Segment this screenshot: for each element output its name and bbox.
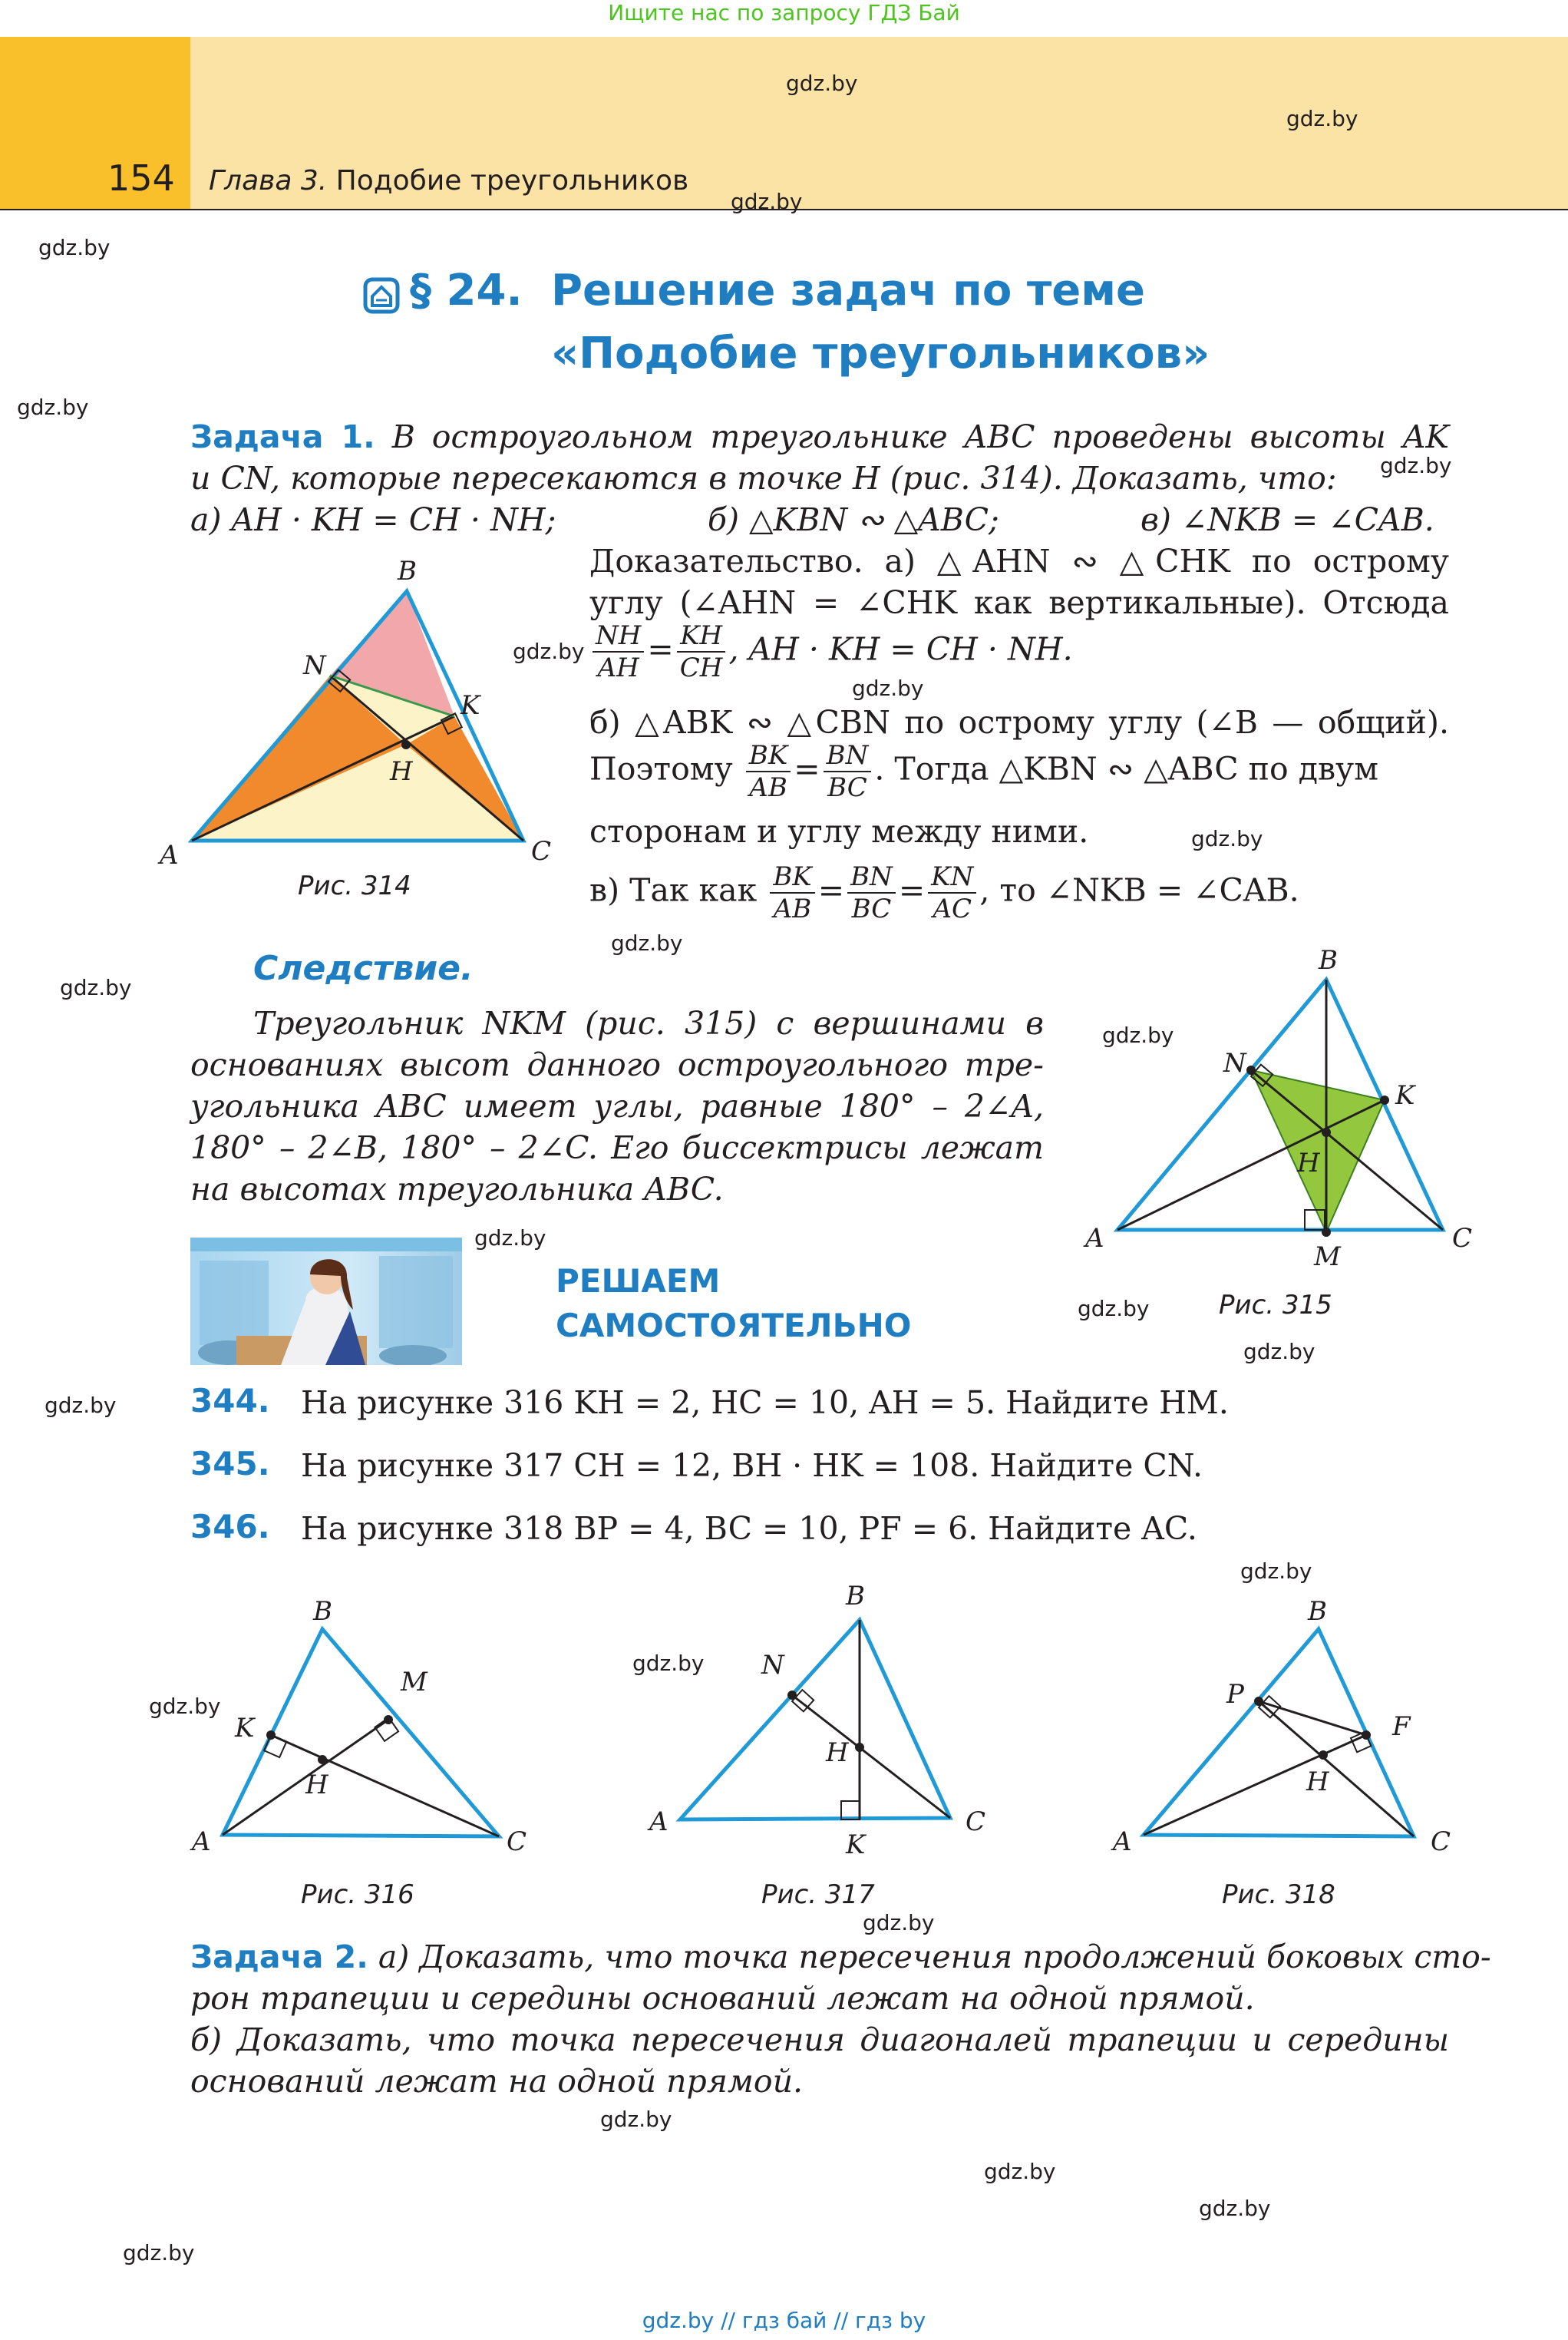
task1-part-c: в) ∠NKB = ∠CAB. — [1141, 501, 1434, 538]
caption-316: Рис. 316 — [301, 1879, 414, 1910]
watermark: gdz.by — [38, 235, 111, 260]
exercise-345-text: На рисунке 317 CH = 12, BH · HK = 108. Найдите CN. — [301, 1447, 1203, 1484]
fig314-label-c: C — [531, 836, 552, 867]
fig318-label-p: P — [1226, 1679, 1244, 1710]
task2-line3: б) Доказать, что точка пересечения диагоналей трапеции и середины — [190, 2021, 1449, 2058]
fig318-outline — [1144, 1629, 1414, 1836]
task2-line4: оснований лежат на одной прямой. — [190, 2063, 804, 2100]
proof-b-line3: сторонам и углу между ними. — [589, 813, 1089, 850]
bottom-watermark: gdz.by // гдз бай // гдз by — [642, 2308, 926, 2333]
watermark: gdz.by — [1102, 1023, 1174, 1048]
fig315-label-n: N — [1223, 1048, 1246, 1079]
fig316-label-k: K — [235, 1713, 255, 1743]
watermark: gdz.by — [731, 189, 803, 214]
fig315-point-n — [1246, 1066, 1256, 1075]
fig318-altitude-af — [1144, 1735, 1366, 1835]
task2-label: Задача 2. — [190, 1938, 368, 1975]
watermark: gdz.by — [600, 2107, 672, 2132]
task1-label: Задача 1. — [190, 418, 375, 455]
proof-c: в) Так как $\frac{BK}{AB}$ = $\frac{BN}{BC}$ = $\frac{KN}{AC}$ , то ∠NKB = ∠CAB. — [589, 861, 1299, 924]
caption-317: Рис. 317 — [761, 1879, 875, 1910]
fig314-point-h — [401, 740, 411, 749]
section-number: § 24. — [410, 266, 523, 316]
task2-text-1: а) Доказать, что точка пересечения продолжений боковых сто- — [378, 1938, 1491, 1975]
chapter-title: Подобие треугольников — [335, 165, 689, 197]
page-number: 154 — [107, 157, 175, 199]
fig316-label-h: H — [305, 1770, 328, 1800]
fig315-point-m — [1322, 1228, 1331, 1237]
fig317-label-k: K — [846, 1829, 866, 1860]
fig318-label-b: B — [1308, 1596, 1327, 1627]
task1-line1 — [190, 416, 1449, 458]
proof-a-eq: $\frac{NH}{AH}$ = $\frac{KH}{CH}$ , AH · KH = CH · NH. — [589, 620, 1073, 683]
fig318-point-h — [1319, 1750, 1328, 1760]
fig316-point-k — [266, 1730, 276, 1740]
watermark: gdz.by — [1078, 1296, 1150, 1321]
figure-316 — [184, 1589, 553, 1866]
top-watermark: Ищите нас по запросу ГДЗ Бай — [608, 0, 960, 25]
fig316-point-m — [384, 1715, 393, 1724]
watermark: gdz.by — [513, 639, 585, 664]
proof-b-line1: б) △ABK ∾ △CBN по острому углу (∠B — общий). — [589, 704, 1449, 741]
home-icon — [362, 276, 401, 315]
corollary-line5: на высотах треугольника ABC. — [190, 1171, 724, 1208]
section-title-line2: «Подобие треугольников» — [551, 329, 1210, 378]
watermark: gdz.by — [1191, 826, 1263, 851]
section-title-line1: Решение задач по теме — [551, 266, 1146, 316]
fig316-label-a: A — [192, 1826, 211, 1857]
watermark: gdz.by — [149, 1694, 221, 1719]
fig315-point-k — [1380, 1096, 1389, 1105]
corollary-line4: 180° – 2∠B, 180° – 2∠C. Его биссектрисы лежат — [190, 1129, 1044, 1166]
watermark: gdz.by — [60, 975, 132, 1000]
fig316-label-b: B — [313, 1596, 332, 1627]
corollary-line1: Треугольник NKM (рис. 315) с вершинами в — [253, 1005, 1044, 1042]
watermark: gdz.by — [1380, 453, 1452, 478]
fig314-label-h: H — [390, 756, 413, 787]
fig318-point-p — [1254, 1697, 1263, 1706]
figure-314 — [146, 545, 576, 875]
fig317-point-h — [855, 1743, 864, 1752]
self-study-line1: РЕШАЕМ — [556, 1262, 721, 1300]
fig317-label-c: C — [966, 1806, 986, 1837]
watermark: gdz.by — [852, 676, 924, 701]
fig314-label-k: K — [460, 690, 480, 721]
fig318-altitude-cp — [1259, 1701, 1414, 1836]
corollary-line3: угольника ABC имеет углы, равные 180° – 2∠A, — [190, 1088, 1044, 1125]
watermark: gdz.by — [1199, 2196, 1271, 2221]
watermark: gdz.by — [632, 1651, 705, 1676]
exercise-344-text: На рисунке 316 KH = 2, HC = 10, AH = 5. Найдите HM. — [301, 1384, 1229, 1421]
figure-318 — [1105, 1589, 1474, 1866]
caption-315: Рис. 315 — [1219, 1290, 1332, 1320]
watermark: gdz.by — [1240, 1558, 1312, 1584]
fig316-label-m: M — [401, 1667, 427, 1697]
self-study-illustration — [190, 1238, 462, 1365]
corollary-title: Следствие. — [253, 949, 474, 988]
exercise-346-text: На рисунке 318 BP = 4, BC = 10, PF = 6. Найдите AC. — [301, 1510, 1197, 1547]
fig318-label-f: F — [1392, 1711, 1411, 1742]
fig315-label-h: H — [1297, 1148, 1320, 1178]
fig317-label-b: B — [846, 1581, 865, 1611]
fig317-outline — [680, 1620, 950, 1819]
watermark: gdz.by — [984, 2159, 1056, 2184]
fig317-label-n: N — [761, 1650, 784, 1681]
fig316-label-c: C — [507, 1826, 527, 1857]
fig317-label-a: A — [649, 1806, 668, 1837]
fig314-label-a: A — [160, 840, 179, 871]
fig314-label-b: B — [398, 556, 417, 587]
fig318-label-c: C — [1431, 1826, 1451, 1857]
chapter-label: Глава 3. — [209, 165, 328, 197]
fig315-label-a: A — [1085, 1223, 1104, 1254]
watermark: gdz.by — [474, 1225, 546, 1251]
fig318-label-h: H — [1306, 1767, 1329, 1797]
fig318-point-f — [1362, 1730, 1371, 1740]
corollary-line2: основаниях высот данного остроугольного тре- — [190, 1046, 1044, 1083]
fig318-label-a: A — [1113, 1826, 1132, 1857]
fig315-label-c: C — [1452, 1223, 1473, 1254]
task2-line1 — [190, 1936, 1491, 1978]
task1-part-b: б) △KBN ∾ △ABC; — [708, 501, 999, 538]
fig315-label-b: B — [1319, 945, 1338, 976]
task1-statement-1: В остроугольном треугольнике ABC проведены высоты AK — [391, 418, 1449, 455]
figure-317 — [645, 1574, 1013, 1866]
watermark: gdz.by — [17, 395, 89, 420]
fig315-label-k: K — [1395, 1080, 1415, 1111]
fig317-altitude-cn — [792, 1695, 950, 1818]
fig315-label-m: M — [1314, 1241, 1341, 1272]
fig316-point-h — [318, 1755, 327, 1764]
watermark: gdz.by — [1243, 1339, 1315, 1364]
exercise-345-number: 345. — [190, 1445, 270, 1482]
exercise-344-number: 344. — [190, 1382, 270, 1420]
self-study-line2: САМОСТОЯТЕЛЬНО — [556, 1307, 912, 1344]
task1-part-a: а) AH · KH = CH · NH; — [190, 501, 556, 538]
watermark: gdz.by — [863, 1910, 935, 1935]
proof-line2: углу (∠AHN = ∠CHK как вертикальные). Отсюда — [589, 584, 1449, 621]
watermark: gdz.by — [1286, 106, 1358, 131]
chapter-heading — [209, 165, 688, 197]
watermark: gdz.by — [786, 71, 858, 96]
fig318-segment-pf — [1259, 1701, 1366, 1735]
fig317-label-h: H — [826, 1737, 849, 1768]
task2-line2: рон трапеции и середины оснований лежат на одной прямой. — [190, 1980, 1255, 2017]
watermark: gdz.by — [123, 2240, 195, 2266]
figure-315 — [1074, 944, 1504, 1290]
task1-statement-2: и CN, которые пересекаются в точке H (рис. 314). Доказать, что: — [190, 460, 1337, 497]
fig317-point-n — [787, 1691, 797, 1700]
watermark: gdz.by — [611, 930, 683, 956]
proof-line1: Доказательство. а) △AHN ∾ △CHK по острому — [589, 543, 1449, 580]
fig314-label-n: N — [303, 650, 326, 681]
exercise-346-number: 346. — [190, 1508, 270, 1545]
watermark: gdz.by — [45, 1393, 117, 1418]
fig315-point-h — [1322, 1128, 1331, 1137]
caption-314: Рис. 314 — [298, 871, 411, 901]
caption-318: Рис. 318 — [1222, 1879, 1335, 1910]
proof-b-line2: Поэтому $\frac{BK}{AB}$ = $\frac{BN}{BC}$ . Тогда △KBN ∾ △ABC по двум — [589, 740, 1379, 803]
